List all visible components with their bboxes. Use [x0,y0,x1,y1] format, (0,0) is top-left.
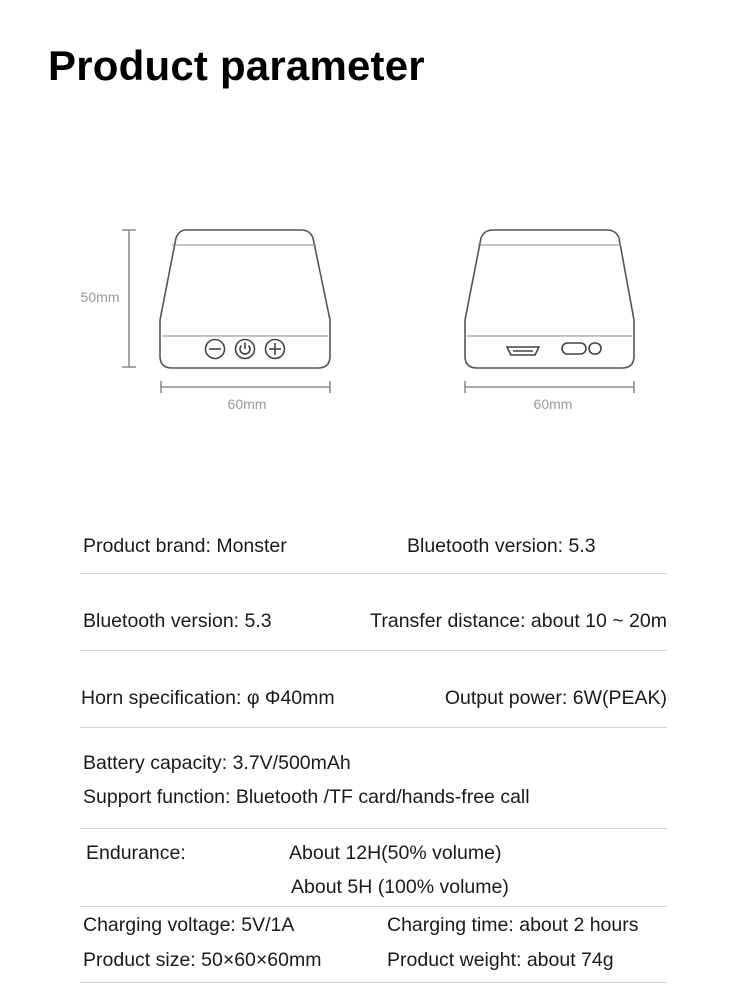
page-title: Product parameter [48,42,425,89]
divider [80,828,667,829]
spec-endurance-100: About 5H (100% volume) [291,876,509,898]
speaker-dimension-diagram [0,0,750,440]
spec-row-6 [80,914,667,974]
front-width-label: 60mm [227,396,267,412]
spec-transfer-distance: Transfer distance: about 10 ~ 20m [370,610,667,632]
spec-support: Support function: Bluetooth /TF card/hands-free call [83,786,530,808]
spec-row-4 [80,752,667,812]
divider [80,727,667,728]
spec-bluetooth-version: Bluetooth version: 5.3 [83,610,272,632]
height-dimension [122,230,136,367]
divider [80,906,667,907]
front-width-dimension [161,381,330,393]
back-width-dimension [465,381,634,393]
spec-product-weight: Product weight: about 74g [387,949,614,971]
spec-row-1 [80,535,667,561]
spec-row-2 [80,610,667,636]
spec-endurance-label: Endurance: [86,842,186,864]
height-label: 50mm [80,289,120,305]
spec-horn: Horn specification: φ Φ40mm [81,687,335,709]
divider [80,650,667,651]
divider [80,982,667,983]
divider [80,573,667,574]
spec-bluetooth-version: Bluetooth version: 5.3 [407,535,596,557]
spec-battery: Battery capacity: 3.7V/500mAh [83,752,351,774]
speaker-back-view [465,230,634,368]
spec-output-power: Output power: 6W(PEAK) [444,687,667,709]
spec-row-5 [80,842,667,902]
spec-brand: Product brand: Monster [83,535,287,557]
spec-charging-voltage: Charging voltage: 5V/1A [83,914,295,936]
spec-endurance-50: About 12H(50% volume) [289,842,502,864]
back-width-label: 60mm [533,396,573,412]
spec-product-size: Product size: 50×60×60mm [83,949,322,971]
spec-row-3 [80,687,667,713]
spec-charging-time: Charging time: about 2 hours [387,914,639,936]
